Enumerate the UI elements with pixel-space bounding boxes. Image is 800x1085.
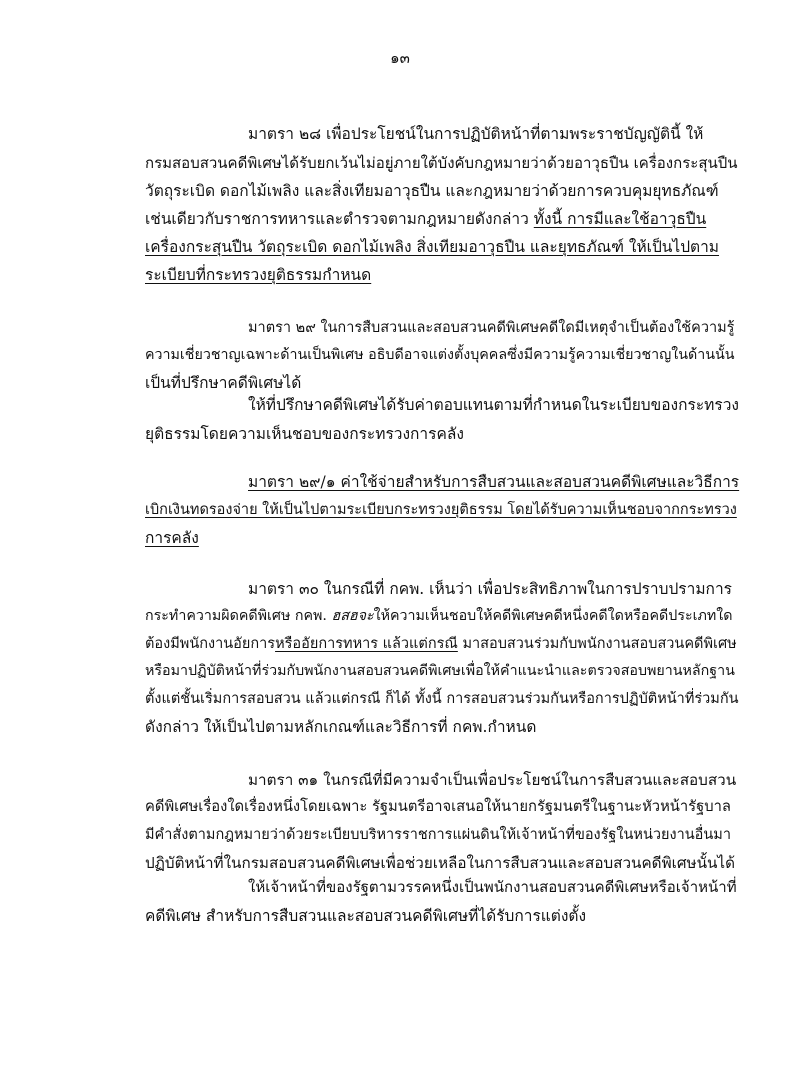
text-line: มาตรา ๓๐ ในกรณีที่ กคพ. เห็นว่า เพื่อประสิทธิภาพในการปราบปรามการ <box>248 580 732 598</box>
amended-text: ระเบียบที่กระทรวงยุติธรรมกำหนด <box>145 266 372 284</box>
text-line <box>145 209 706 229</box>
text-line: ดังกล่าว ให้เป็นไปตามหลักเกณฑ์และวิธีการที่ กคพ.กำหนด <box>145 718 537 736</box>
text-line: ให้เจ้าหน้าที่ของรัฐตามวรรคหนึ่งเป็นพนักงานสอบสวนคดีพิเศษหรือเจ้าหน้าที่ <box>248 878 737 896</box>
text-line: คดีพิเศษเรื่องใดเรื่องหนึ่งโดยเฉพาะ รัฐมนตรีอาจเสนอให้นายกรัฐมนตรีในฐานะหัวหน้ารัฐบาล <box>145 798 731 815</box>
text-line: มาตรา ๒๘ เพื่อประโยชน์ในการปฏิบัติหน้าที่ตามพระราชบัญญัตินี้ ให้ <box>248 125 704 143</box>
text-line: มาตรา ๒๙ ในการสืบสวนและสอบสวนคดีพิเศษคดีใดมีเหตุจำเป็นต้องใช้ความรู้ <box>248 320 735 336</box>
text-segment: เช่นเดียวกับราชการทหารและตำรวจตามกฎหมายดังกล่าว <box>145 210 534 228</box>
text-line: มีคำสั่งตามกฎหมายว่าด้วยระเบียบบริหารราชการแผ่นดินให้เจ้าหน้าที่ของรัฐในหน่วยงานอื่นมา <box>145 827 731 843</box>
text-line: เป็นที่ปรึกษาคดีพิเศษได้ <box>145 374 302 392</box>
text-segment: มาสอบสวนร่วมกับพนักงานสอบสวนคดีพิเศษ <box>457 636 737 652</box>
amended-text: การคลัง <box>145 529 199 547</box>
amended-text: เครื่องกระสุนปืน วัตถุระเบิด ดอกไม้เพลิง สิ่งเทียมอาวุธปืน และยุทธภัณฑ์ ให้เป็นไปตาม <box>145 238 720 256</box>
text-line: มาตรา ๓๑ ในกรณีที่มีความจำเป็นเพื่อประโยชน์ในการสืบสวนและสอบสวน <box>248 771 737 789</box>
text-line: ความเชี่ยวชาญเฉพาะด้านเป็นพิเศษ อธิบดีอาจแต่งตั้งบุคคลซึ่งมีความรู้ความเชี่ยวชาญในด้านนั้น <box>145 347 735 363</box>
text-line: คดีพิเศษ สำหรับการสืบสวนและสอบสวนคดีพิเศษที่ได้รับการแต่งตั้ง <box>145 907 587 925</box>
text-line: ให้ที่ปรึกษาคดีพิเศษได้รับค่าตอบแทนตามที่กำหนดในระเบียบของกระทรวง <box>248 396 739 414</box>
text-line: หรือมาปฏิบัติหน้าที่ร่วมกับพนักงานสอบสวนคดีพิเศษเพื่อให้คำแนะนำและตรวจสอบพยานหลักฐาน <box>145 663 735 679</box>
text-line <box>145 634 737 654</box>
amended-text: ทั้งนี้ การมีและใช้อาวุธปืน <box>533 210 707 228</box>
page-number: ๑๓ <box>390 49 410 67</box>
text-line: ปฏิบัติหน้าที่ในกรมสอบสวนคดีพิเศษเพื่อช่วยเหลือในการสืบสวนและสอบสวนคดีพิเศษนั้นได้ <box>145 854 736 872</box>
amended-text: เบิกเงินทดรองจ่าย ให้เป็นไปตามระเบียบกระทรวงยุติธรรม โดยได้รับความเห็นชอบจากกระทรวง <box>145 502 737 518</box>
text-segment: ให้ความเห็นชอบให้คดีพิเศษคดีหนึ่งคดีใดหรือคดีประเภทใด <box>373 608 733 624</box>
text-segment: ต้องมีพนักงานอัยการ <box>145 636 276 652</box>
amended-text: มาตรา ๒๙/๑ ค่าใช้จ่ายสำหรับการสืบสวนและสอบสวนคดีพิเศษและวิธีการ <box>248 473 740 491</box>
amended-text: หรืออัยการทหาร แล้วแต่กรณี <box>275 636 458 652</box>
struck-text: ฮสฮจะ <box>331 608 374 624</box>
text-line: ตั้งแต่ชั้นเริ่มการสอบสวน แล้วแต่กรณี ก็ได้ ทั้งนี้ การสอบสวนร่วมกันหรือการปฏิบัติหน้าที่ร่วมกัน <box>145 691 739 707</box>
text-line: วัตถุระเบิด ดอกไม้เพลิง และสิ่งเทียมอาวุธปืน และกฎหมายว่าด้วยการควบคุมยุทธภัณฑ์ <box>145 182 719 200</box>
text-line <box>145 606 733 626</box>
text-line: ยุติธรรมโดยความเห็นชอบของกระทรวงการคลัง <box>145 425 464 443</box>
text-line: กรมสอบสวนคดีพิเศษได้รับยกเว้นไม่อยู่ภายใต้บังคับกฎหมายว่าด้วยอาวุธปืน เครื่องกระสุนปืน <box>145 154 738 172</box>
text-segment: กระทำความผิดคดีพิเศษ กคพ. <box>145 608 332 624</box>
